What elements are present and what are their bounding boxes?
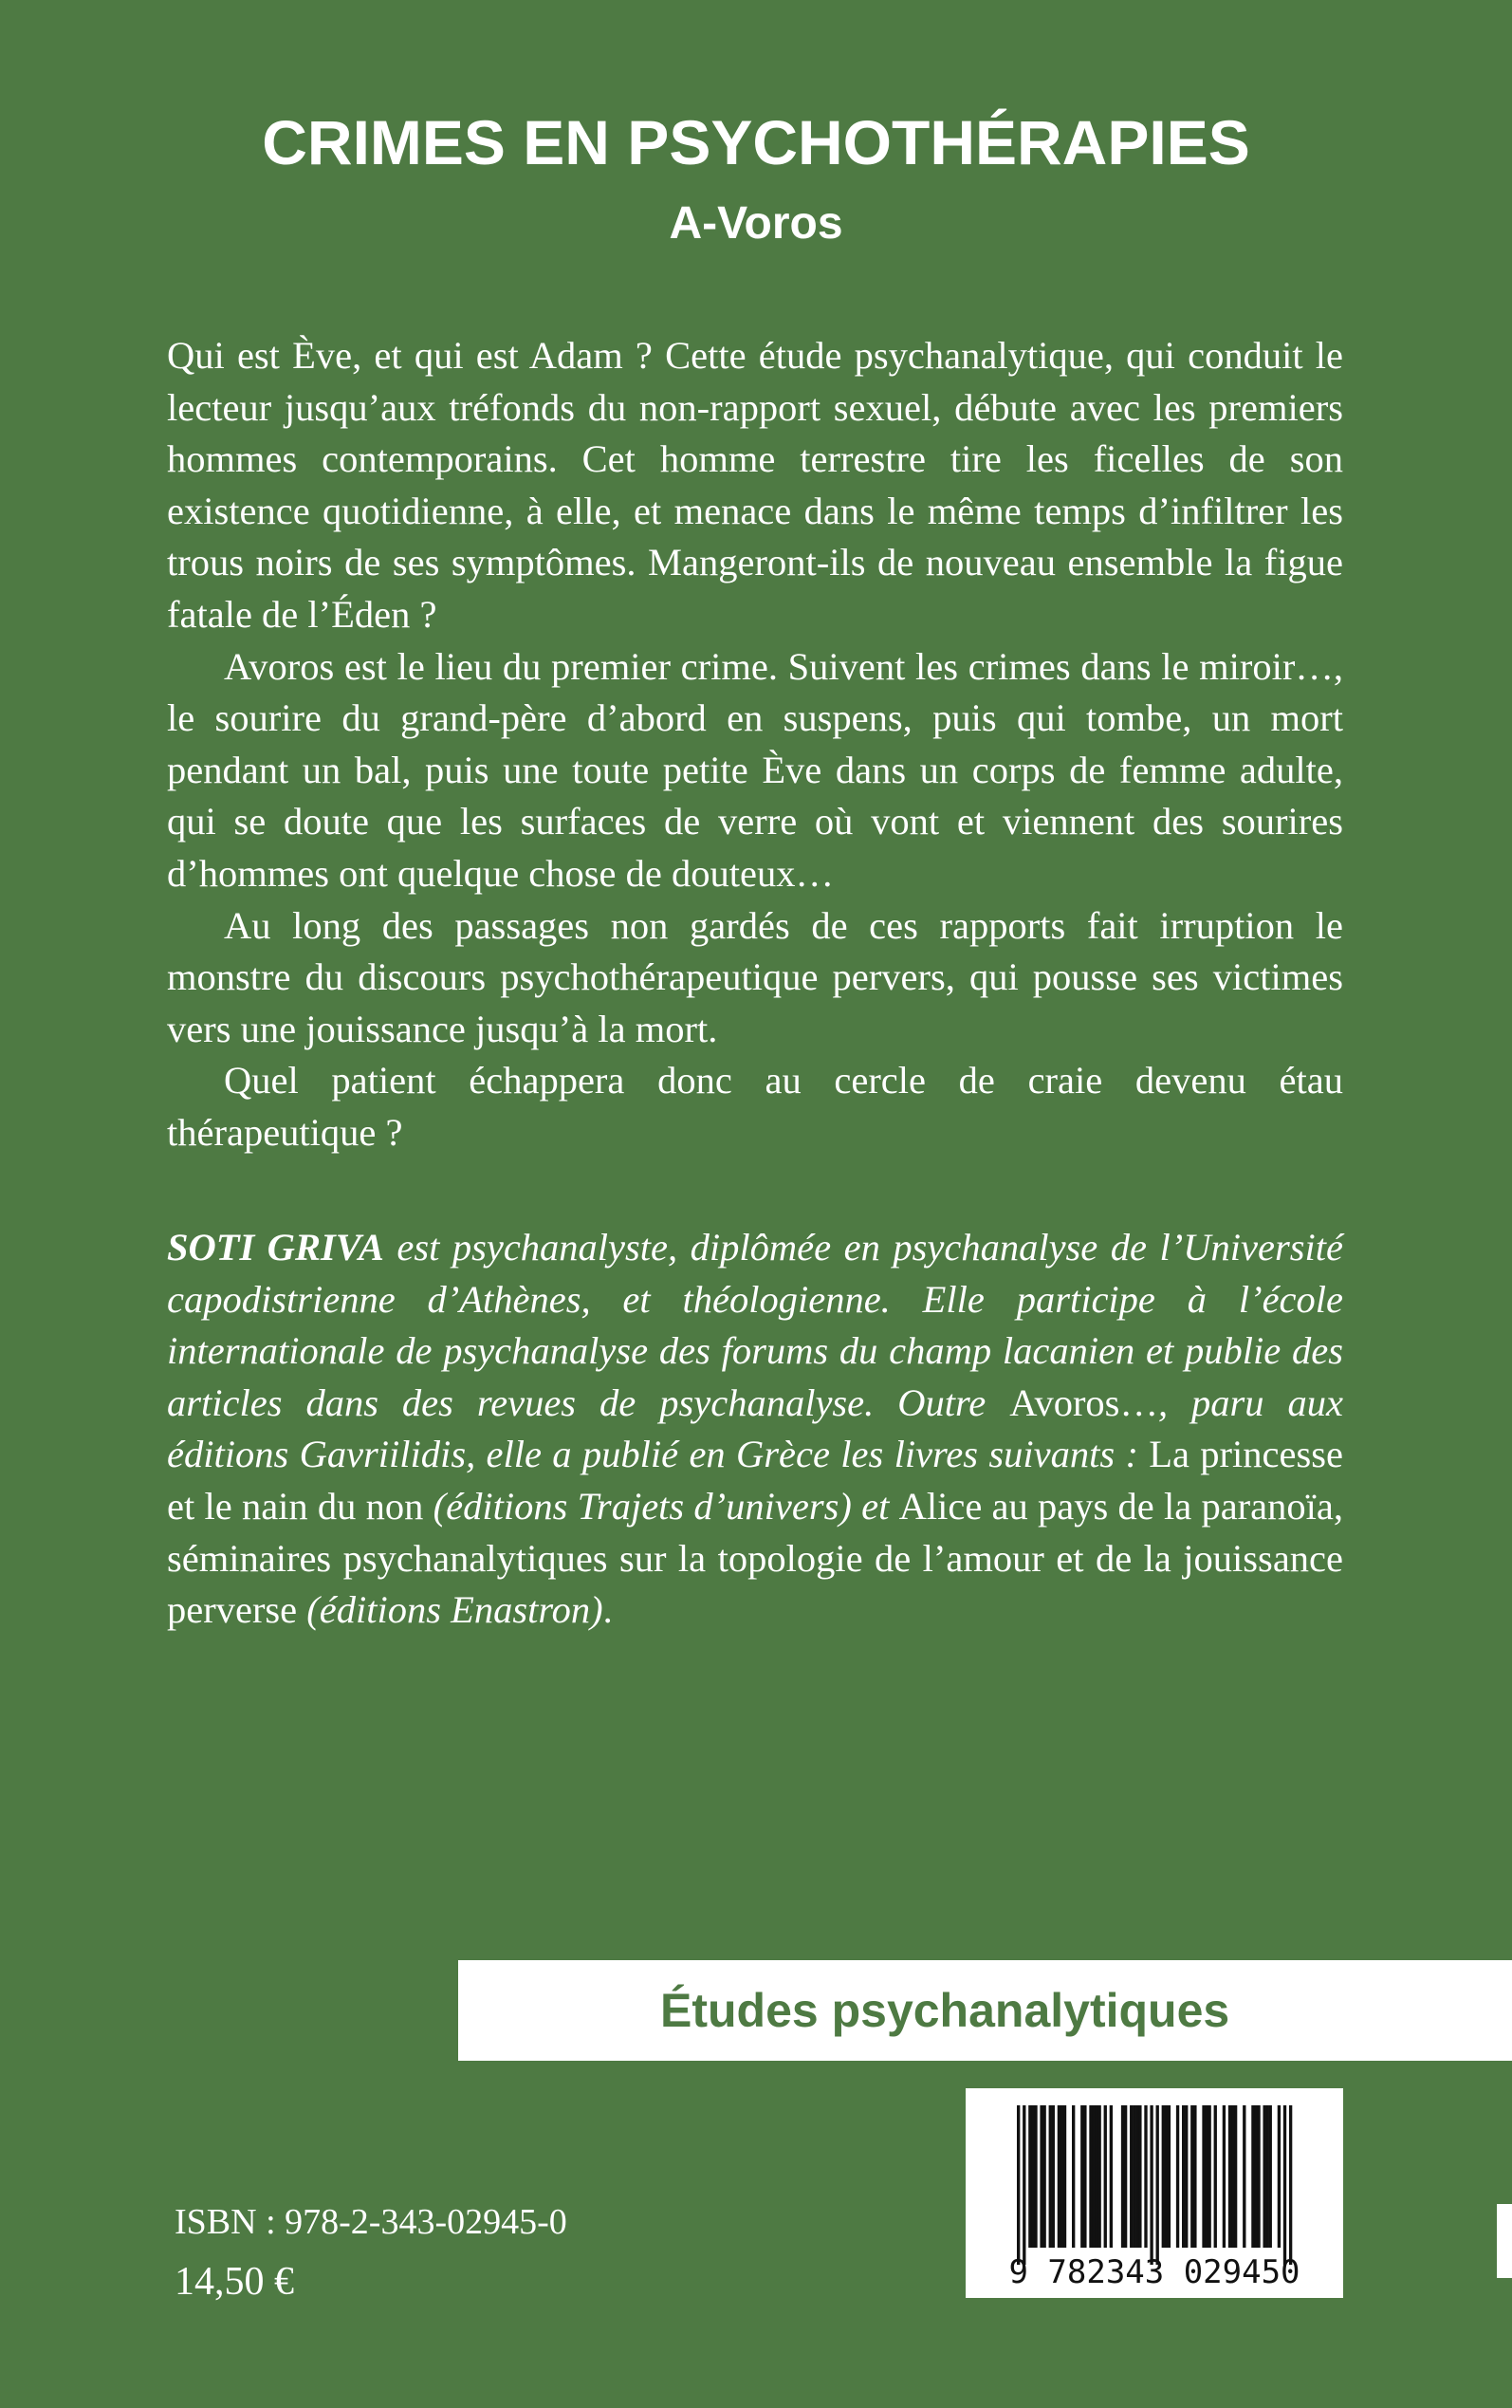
barcode-bar [1089, 2105, 1092, 2248]
barcode-bar [1243, 2105, 1245, 2248]
barcode-bar [1205, 2105, 1208, 2248]
barcode-bar [1034, 2105, 1037, 2248]
barcode-bar [1072, 2105, 1075, 2248]
barcode-bar [1231, 2105, 1234, 2248]
barcode-bar [1083, 2105, 1086, 2248]
bio-text: (éditions Enastron) [297, 1588, 603, 1632]
book-title-alice: Alice au pays de la paranoïa, séminaires psychanalytiques sur la topologie de l’amour et de la jouissance perverse [167, 1484, 1343, 1632]
barcode-bar [1289, 2105, 1292, 2265]
barcode-bar [1017, 2105, 1020, 2265]
isbn: ISBN : 978-2-343-02945-0 [175, 2202, 567, 2242]
barcode-bar [1190, 2105, 1193, 2248]
bio-text: , paru aux éditions Gavriilidis, elle a publié en Grèce les livres suivants : [167, 1380, 1343, 1476]
barcode-bar [1042, 2105, 1045, 2248]
barcode-bar [1133, 2105, 1135, 2248]
barcode-bar [1208, 2105, 1210, 2248]
barcode-bar [1254, 2105, 1257, 2248]
barcode-bar [1162, 2105, 1165, 2248]
barcode-bar [1080, 2105, 1083, 2248]
barcode-bar [1092, 2105, 1095, 2248]
barcode-bar [1058, 2105, 1060, 2248]
barcode-bar [1040, 2105, 1042, 2248]
barcode-digits: 9 782343 029450 [1008, 2253, 1300, 2291]
barcode-bar [1214, 2105, 1217, 2248]
series-name: Études psychanalytiques [660, 1984, 1230, 2037]
barcode-bar [1168, 2105, 1171, 2248]
publisher-logo-edge [1497, 2204, 1512, 2278]
barcode-bar [1182, 2105, 1185, 2248]
author-name: SOTI GRIVA [167, 1226, 384, 1269]
barcode-bar [1028, 2105, 1031, 2248]
barcode-bar [1049, 2105, 1052, 2248]
barcode-bar [1031, 2105, 1034, 2248]
author-bio [167, 1222, 1343, 1637]
barcode-bar [1269, 2105, 1272, 2248]
bio-text: (éditions Trajets d’univers) et [423, 1484, 899, 1528]
summary-paragraph: Au long des passages non gardés de ces rapports fait irruption le monstre du discours psychothérapeutique pervers, qui pousse ses victimes vers une jouissance jusqu’à la mort. [167, 903, 1343, 1050]
barcode-bar [1257, 2105, 1260, 2248]
barcode-bar [1023, 2105, 1025, 2265]
barcode-bar [1150, 2105, 1152, 2265]
barcode-bar [1104, 2105, 1107, 2248]
barcode-bar [1278, 2105, 1281, 2248]
bio-text: est psychanalyste, diplômée en psychanalyse de l’Université capodistrienne d’Athènes, et théologienne. Elle participe à l’école internationale de psychanalyse des forums du champ lacanien et publie des articles dans des revues de psychanalyse. Outre [167, 1226, 1343, 1424]
book-title: CRIMES EN PSYCHOTHÉRAPIES [262, 107, 1250, 177]
barcode-bar [1130, 2105, 1133, 2248]
back-cover-summary [167, 330, 1343, 1159]
barcode-bar [1095, 2105, 1097, 2248]
barcode-bar [1185, 2105, 1188, 2248]
summary-paragraph: Quel patient échappera donc au cercle de craie devenu étau thérapeutique ? [167, 1059, 1343, 1154]
barcode-bar [1063, 2105, 1066, 2248]
barcode-bar [1263, 2105, 1265, 2248]
summary-paragraph: Qui est Ève, et qui est Adam ? Cette étude psychanalytique, qui conduit le lecteur jusqu’aux tréfonds du non-rapport sexuel, débute avec les premiers hommes contemporains. Cet homme terrestre tire les ficelles de son existence quotidienne, à elle, et menace dans le même temps d’infiltrer les trous noirs de ses symptômes. Mangeront-ils de nouveau ensemble la figue fatale de l’Éden ? [167, 334, 1343, 636]
barcode-bar [1138, 2105, 1141, 2248]
series-band [458, 1960, 1512, 2061]
barcode-bar [1193, 2105, 1196, 2248]
barcode-bar [1202, 2105, 1205, 2248]
barcode-bar [1121, 2105, 1124, 2248]
barcode-bar [1060, 2105, 1063, 2248]
barcode-bar [1110, 2105, 1113, 2248]
barcode-bar [1052, 2105, 1055, 2248]
barcode [966, 2088, 1343, 2298]
barcode-bar [1176, 2105, 1179, 2248]
barcode-bar [1135, 2105, 1138, 2248]
barcode-bar [1144, 2105, 1147, 2248]
book-title-avoros: Avoros… [1009, 1380, 1158, 1424]
barcode-bar [1251, 2105, 1254, 2248]
barcode-bars [966, 2088, 1343, 2298]
barcode-bar [1223, 2105, 1226, 2248]
barcode-bar [1156, 2105, 1159, 2265]
barcode-bar [1266, 2105, 1269, 2248]
barcode-bar [1228, 2105, 1231, 2248]
price: 14,50 € [175, 2260, 294, 2304]
barcode-bar [1124, 2105, 1127, 2248]
book-subtitle: A-Voros [669, 198, 843, 249]
book-title-princesse: La princesse et le nain du non [167, 1433, 1343, 1528]
barcode-bar [1234, 2105, 1237, 2248]
barcode-bar [1165, 2105, 1168, 2248]
barcode-bar [1097, 2105, 1100, 2248]
bio-end: . [602, 1588, 613, 1632]
summary-paragraph: Avoros est le lieu du premier crime. Suivent les crimes dans le miroir…, le sourire du grand-père d’abord en suspens, puis qui tombe, un mort pendant un bal, puis une toute petite Ève dans un corps de femme adulte, qui se doute que les surfaces de verre où vont et viennent des sourires d’hommes ont quelque chose de douteux… [167, 644, 1343, 895]
barcode-bar [1283, 2105, 1286, 2265]
